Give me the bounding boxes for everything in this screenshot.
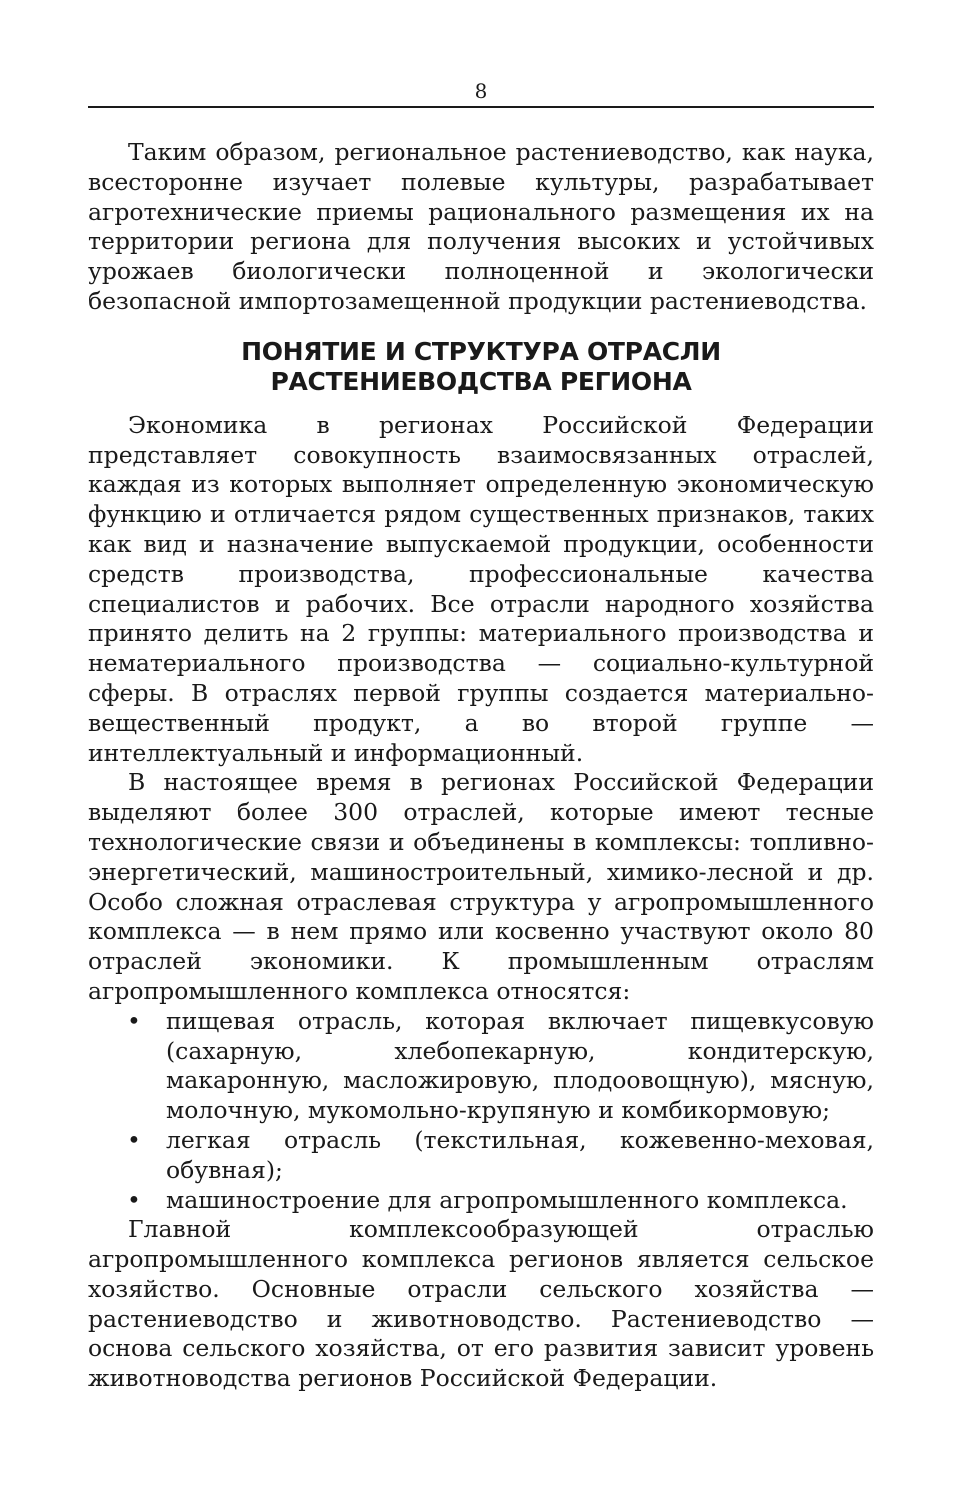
paragraph-economy: Экономика в регионах Российской Федерации представляет совокупность взаимосвязанных отраслей, каждая из которых выполняет определенную экономическую функцию и отличается рядом существенных признаков, таких как вид и назначение выпускаемой продукции, особенности средств производства, профессиональные качества специалистов и рабочих. Все отрасли народного хозяйства принято делить на 2 группы: материального производства и нематериального производства — социально-культурной сферы. В отраслях первой группы создается материально-вещественный продукт, а во второй группе — интеллектуальный и информационный. (88, 410, 874, 767)
list-item (88, 1007, 874, 1126)
list-item-text: легкая отрасль (текстильная, кожевенно-меховая, обувная); (166, 1125, 874, 1184)
bullet-marker: • (127, 1006, 141, 1035)
section-heading-line-1: ПОНЯТИЕ И СТРУКТУРА ОТРАСЛИ (241, 336, 721, 366)
list-item (88, 1186, 874, 1216)
section-heading (88, 337, 874, 397)
paragraph-industries: В настоящее время в регионах Российской Федерации выделяют более 300 отраслей, которые имеют тесные технологические связи и объединены в комплексы: топливно-энергетический, машиностроительный, химико-лесной и др. Особо сложная отраслевая структура у агропромышленного комплекса — в нем прямо или косвенно участвуют около 80 отраслей экономики. К промышленным отраслям агропромышленного комплекса относятся: (88, 768, 874, 1005)
list-item-text: машиностроение для агропромышленного комплекса. (166, 1185, 848, 1214)
document-page (88, 78, 874, 1394)
section-heading-line-2: РАСТЕНИЕВОДСТВА РЕГИОНА (270, 366, 692, 396)
industry-list (88, 1007, 874, 1216)
closing-paragraph: Главной комплексообразующей отраслью агропромышленного комплекса регионов является сельское хозяйство. Основные отрасли сельского хозяйства — растениеводство и животноводство. Растениеводство — основа сельского хозяйства, от его развития зависит уровень животноводства регионов Российской Федерации. (88, 1215, 874, 1393)
bullet-marker: • (127, 1125, 141, 1154)
document-body (88, 138, 874, 1394)
intro-paragraph: Таким образом, региональное растениеводство, как наука, всесторонне изучает полевые культуры, разрабатывает агротехнические приемы рационального размещения их на территории региона для получения высоких и устойчивых урожаев биологически полноценной и экологически безопасной импортозамещенной продукции растениеводства. (88, 138, 874, 315)
header-rule (88, 106, 874, 108)
list-item-text: пищевая отрасль, которая включает пищевкусовую (сахарную, хлебопекарную, кондитерскую, макаронную, масложировую, плодоовощную), мясную, молочную, мукомольно-крупяную и комбикормовую; (166, 1006, 874, 1125)
page-number: 8 (474, 79, 488, 103)
bullet-marker: • (127, 1185, 141, 1214)
list-item (88, 1126, 874, 1186)
